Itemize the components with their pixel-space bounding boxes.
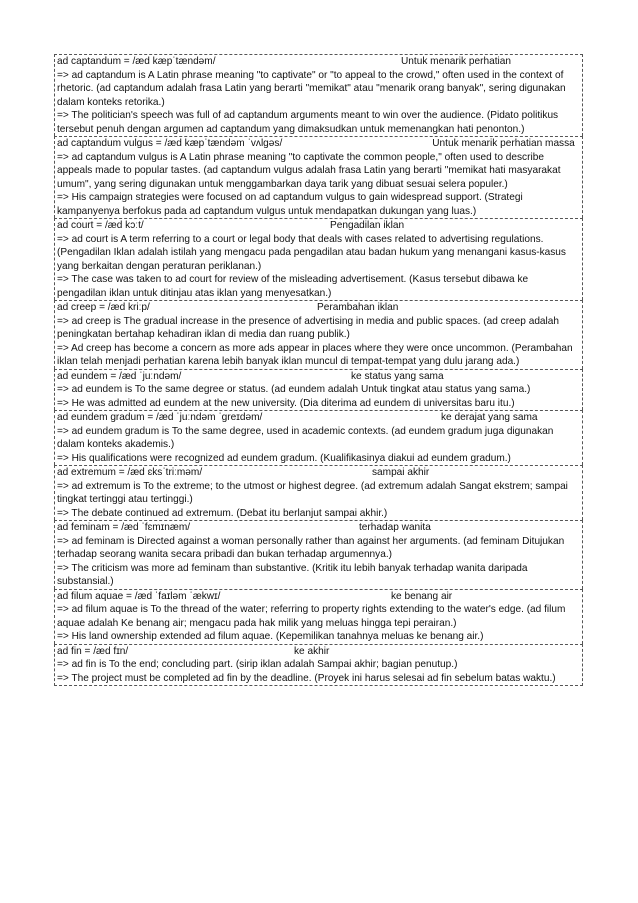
entry-header <box>57 219 580 233</box>
entry-definition: => ad captandum vulgus is A Latin phrase meaning "to captivate the common people," often used to describe appeals made to popular tastes. (ad captandum vulgus adalah frasa Latin yang berarti "memikat hati masyarakat umum", yang sering digunakan untuk menggambarkan daya tarik yang dibuat sesuai selera populer.) <box>57 151 561 190</box>
entry-example: => The debate continued ad extremum. (Debat itu berlanjut sampai akhir.) <box>57 507 388 519</box>
entry-example: => The politician's speech was full of ad captandum arguments meant to win over the audience. (Pidato politikus tersebut penuh dengan argumen ad captandum yang dimaksudkan untuk memenangkan hati penonton.) <box>57 110 559 135</box>
entry-translation: Untuk menarik perhatian <box>401 56 511 67</box>
entry-term: ad court = /æd kɔːt/ <box>57 220 144 231</box>
entry-term: ad extremum = /æd ɛksˈtriːməm/ <box>57 467 203 478</box>
entry-term: ad eundem gradum = /æd ˈjuːndəm ˈgreɪdəm/ <box>57 412 263 423</box>
entry-term: ad captandum = /æd kæpˈtændəm/ <box>57 56 216 67</box>
entry-definition: => ad filum aquae is To the thread of the water; referring to property rights extending to the water's edge. (ad filum aquae adalah Ke benang air; mengacu pada hak milik yang meluas hingga tepi perairan.) <box>57 604 566 629</box>
glossary-entry <box>54 589 583 644</box>
entry-translation: Untuk menarik perhatian massa <box>432 138 575 149</box>
entry-translation: ke status yang sama <box>351 370 444 382</box>
entry-example: => His campaign strategies were focused on ad captandum vulgus to gain widespread support. (Strategi kampanyenya berfokus pada ad captandum vulgus untuk mendapatkan dukungan yang luas.) <box>57 192 523 217</box>
entry-term: ad captandum vulgus = /æd kæpˈtændəm ˈvʌlgəs/ <box>57 138 283 149</box>
entry-translation: ke derajat yang sama <box>441 412 538 423</box>
entry-term: ad eundem = /æd ˈjuːndəm/ <box>57 370 182 382</box>
entry-example: => The case was taken to ad court for review of the misleading advertisement. (Kasus tersebut dibawa ke pengadilan iklan untuk ditinjau atas iklan yang menyesatkan.) <box>57 274 529 299</box>
entry-definition: => ad eundem gradum is To the same degree, used in academic contexts. (ad eundem gradum juga digunakan dalam konteks akademis.) <box>57 425 554 450</box>
entry-header <box>57 370 580 384</box>
entry-translation: Perambahan iklan <box>317 302 399 313</box>
glossary-entry <box>54 300 583 369</box>
entry-example: => Ad creep has become a concern as more ads appear in places where they were once uncommon. (Perambahan iklan telah menjadi perhatian karena lebih banyak iklan muncul di tempat-tempat yang dulu jarang ada.) <box>57 342 573 367</box>
entry-header <box>57 301 580 315</box>
glossary-entry <box>54 410 583 465</box>
entry-term: ad feminam = /æd ˈfɛmɪnæm/ <box>57 522 191 533</box>
entry-example: => His qualifications were recognized ad eundem gradum. (Kualifikasinya diakui ad eundem gradum.) <box>57 452 511 464</box>
entry-example: => His land ownership extended ad filum aquae. (Kepemilikan tanahnya meluas ke benang air.) <box>57 631 484 642</box>
entry-header <box>57 55 580 69</box>
entry-header <box>57 521 580 535</box>
entry-definition: => ad feminam is Directed against a woman personally rather than against her arguments. (ad feminam Ditujukan terhadap seorang wanita secara pribadi dan bukan terhadap argumennya.) <box>57 535 565 560</box>
entry-definition: => ad captandum is A Latin phrase meaning "to captivate" or "to appeal to the crowd," often used in the context of rhetoric. (ad captandum adalah frasa Latin yang berarti "memikat" atau "menarik orang banyak", sering digunakan dalam konteks retorika.) <box>57 69 566 108</box>
glossary-entry <box>54 369 583 411</box>
entry-term: ad filum aquae = /æd ˈfaɪləm ˈækwɪ/ <box>57 590 221 602</box>
entry-definition: => ad fin is To the end; concluding part. (sirip iklan adalah Sampai akhir; bagian penutup.) <box>57 659 458 670</box>
entry-header <box>57 411 580 425</box>
entry-translation: Pengadilan iklan <box>330 220 405 231</box>
entry-translation: ke benang air <box>391 590 453 602</box>
entry-example: => The criticism was more ad feminam than substantive. (Kritik itu lebih banyak terhadap wanita daripada substansial.) <box>57 562 528 587</box>
entry-example: => The project must be completed ad fin by the deadline. (Proyek ini harus selesai ad fin sebelum batas waktu.) <box>57 672 556 684</box>
entry-header <box>57 590 580 604</box>
glossary-entry <box>54 520 583 589</box>
glossary-entry <box>54 54 583 136</box>
entry-header <box>57 137 580 151</box>
entry-header <box>57 466 580 480</box>
entry-translation: sampai akhir <box>372 467 430 478</box>
entry-definition: => ad eundem is To the same degree or status. (ad eundem adalah Untuk tingkat atau status yang sama.) <box>57 384 531 395</box>
entry-translation: terhadap wanita <box>359 522 431 533</box>
entry-definition: => ad extremum is To the extreme; to the utmost or highest degree. (ad extremum adalah Sangat ekstrem; sampai tingkat tertinggi atau tertinggi.) <box>57 480 568 505</box>
entry-example: => He was admitted ad eundem at the new university. (Dia diterima ad eundem di universitas baru itu.) <box>57 397 515 409</box>
entry-term: ad creep = /æd kriːp/ <box>57 302 150 313</box>
glossary-entry <box>54 136 583 218</box>
entry-header <box>57 645 580 659</box>
entry-translation: ke akhir <box>294 645 330 657</box>
glossary-table <box>54 54 583 686</box>
entry-definition: => ad court is A term referring to a court or legal body that deals with cases related to advertising regulations. (Pengadilan Iklan adalah istilah yang mengacu pada pengadilan atau badan hukum yang menangani kasus-kasus yang berkaitan dengan peraturan periklanan.) <box>57 233 566 272</box>
glossary-entry <box>54 465 583 520</box>
entry-term: ad fin = /æd fɪn/ <box>57 645 129 657</box>
entry-definition: => ad creep is The gradual increase in the presence of advertising in media and public spaces. (ad creep adalah peningkatan bertahap kehadiran iklan di media dan ruang publik.) <box>57 315 560 340</box>
glossary-entry <box>54 644 583 687</box>
glossary-entry <box>54 218 583 300</box>
